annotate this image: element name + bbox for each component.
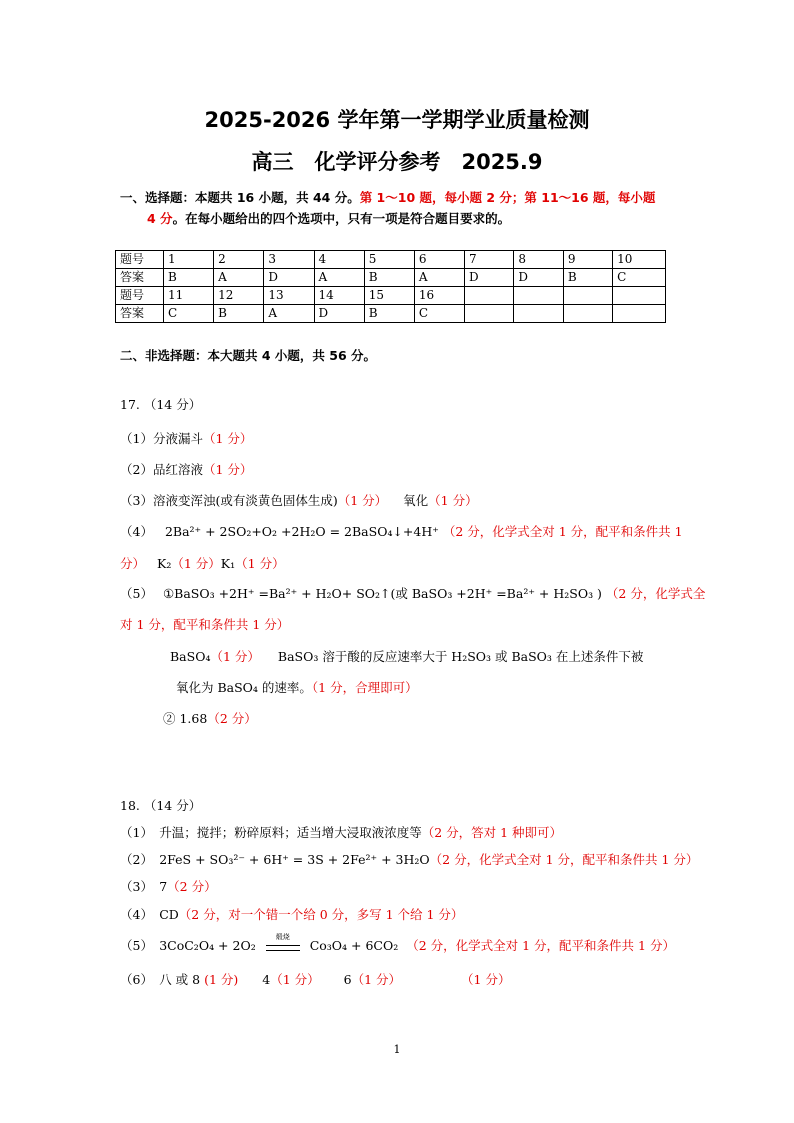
table-cell: 6 [414, 251, 464, 269]
q18-a6-value3: 6 [343, 972, 352, 987]
table-cell: B [164, 269, 214, 287]
table-row-header: 答案 [116, 269, 164, 287]
q18-a6-text: （6） 八 或 8 [120, 972, 201, 987]
q18-a5-reactants: （5） 3CoC₂O₄ + 2O₂ [120, 938, 256, 953]
doc-title: 2025-2026 学年第一学期学业质量检测 [204, 108, 590, 132]
part1-line2 [147, 209, 510, 227]
table-cell: 9 [563, 251, 612, 269]
table-cell [514, 305, 563, 323]
table-row [116, 287, 666, 305]
q17-a4-k1-score: （1 分） [235, 556, 285, 571]
q17-a5-score: （2 分，化学式全 [605, 586, 706, 601]
q17-a2 [120, 460, 252, 478]
q18-a1 [120, 823, 562, 841]
q17-a4-score: （2 分，化学式全对 1 分，配平和条件共 1 [442, 524, 683, 539]
table-cell: C [414, 305, 464, 323]
table-cell: D [264, 269, 314, 287]
q17-a5-reason-score: （1 分，合理即可） [311, 680, 418, 695]
q17-a1-text: （1）分液漏斗 [120, 431, 203, 446]
table-cell: 1 [164, 251, 214, 269]
table-cell: 7 [465, 251, 514, 269]
page-number: 1 [393, 1043, 401, 1056]
q17-heading: 17. （14 分） [120, 397, 202, 412]
table-cell [613, 305, 666, 323]
q18-a3 [120, 877, 217, 895]
q18-a6-score1: (1 分) [204, 972, 239, 987]
q17-a4-equation: 2Ba²⁺ + 2SO₂+O₂ +2H₂O = 2BaSO₄↓+4H⁺ [164, 524, 439, 539]
q17-a5-baso4-score: （1 分） [210, 649, 260, 664]
equal-bars [266, 945, 300, 951]
q17-a5-score-cont: 对 1 分，配平和条件共 1 分） [120, 617, 290, 632]
table-cell: A [214, 269, 264, 287]
q18-a6 [120, 970, 510, 988]
table-cell: A [414, 269, 464, 287]
q17-a5-cont [120, 615, 289, 633]
table-cell: 10 [613, 251, 666, 269]
table-cell: 14 [314, 287, 364, 305]
q17-a2-score: （1 分） [202, 462, 253, 477]
q17-a4-cont [120, 554, 285, 572]
table-cell [465, 287, 514, 305]
q18-a6-score2: （1 分） [270, 972, 320, 987]
q17-a5-q2 [163, 709, 257, 727]
q17-a4-k1: K₁ [220, 556, 236, 571]
part1-prefix: 一、选择题：本题共 16 小题，共 44 分。 [120, 190, 360, 205]
table-cell [613, 287, 666, 305]
q18-a4-text: （4） CD [120, 907, 179, 922]
q17-a4-k2-score: （1 分） [171, 556, 221, 571]
q17-a5-q2-value: ② 1.68 [163, 711, 208, 726]
table-cell [465, 305, 514, 323]
q17-a5-reason2: 氧化为 BaSO₄ 的速率。 [176, 680, 312, 695]
table-cell [514, 287, 563, 305]
q18-a5-products: Co₃O₄ + 6CO₂ [309, 938, 399, 953]
q18-a6-value2: 4 [262, 972, 271, 987]
part1-red: 第 1～10 题，每小题 2 分；第 11～16 题，每小题 [359, 190, 656, 205]
table-cell: A [314, 269, 364, 287]
table-cell: D [465, 269, 514, 287]
table-cell [563, 305, 612, 323]
q18-a2-score: （2 分，化学式全对 1 分，配平和条件共 1 分） [429, 852, 699, 867]
q17-a4-score-cont: 分） [120, 556, 146, 571]
q18-a6-score4: （1 分） [461, 972, 511, 987]
q18-a3-text: （3） 7 [120, 879, 168, 894]
table-row-header: 答案 [116, 305, 164, 323]
table-row [116, 251, 666, 269]
q17-a3-score1: （1 分） [337, 493, 388, 508]
q17-a5-equation: ①BaSO₃ +2H⁺ =Ba²⁺ + H₂O+ SO₂↑(或 BaSO₃ +2H⁺ =Ba²⁺ + H₂SO₃ ) [162, 586, 602, 601]
table-cell: 4 [314, 251, 364, 269]
q17-a5-baso4: BaSO₄ [170, 649, 211, 664]
q17-a5-reason-line2 [176, 678, 418, 696]
q17-a3-mid: 氧化 [403, 493, 429, 508]
table-cell: 5 [364, 251, 414, 269]
q18-heading: 18. （14 分） [120, 798, 202, 813]
table-cell: C [164, 305, 214, 323]
table-cell: 2 [214, 251, 264, 269]
q18-a5-score: （2 分，化学式全对 1 分，配平和条件共 1 分） [406, 938, 675, 953]
table-cell: C [613, 269, 666, 287]
table-row [116, 305, 666, 323]
q18-a5 [120, 932, 675, 954]
q17-a5 [120, 584, 705, 602]
table-row-header: 题号 [116, 251, 164, 269]
q17-a3 [120, 491, 478, 509]
table-cell: D [314, 305, 364, 323]
q18-a2 [120, 850, 698, 868]
answer-table [115, 250, 666, 323]
q17-a5-q2-score: （2 分） [207, 711, 257, 726]
table-cell: 12 [214, 287, 264, 305]
q18-a3-score: （2 分） [167, 879, 217, 894]
q17-a3-score2: （1 分） [428, 493, 478, 508]
q18-a2-text: （2） 2FeS + SO₃²⁻ + 6H⁺ = 3S + 2Fe²⁺ + 3H₂O [120, 852, 430, 867]
table-cell: 13 [264, 287, 314, 305]
part2-heading: 二、非选择题：本大题共 4 小题，共 56 分。 [120, 348, 377, 363]
part1-line2-black: 。在每小题给出的四个选项中，只有一项是符合题目要求的。 [172, 211, 511, 226]
doc-subtitle: 高三 化学评分参考 2025.9 [251, 150, 543, 174]
q17-a4 [120, 522, 683, 540]
table-row-header: 题号 [116, 287, 164, 305]
table-cell: B [364, 305, 414, 323]
q17-a4-label: （4） [120, 524, 153, 539]
table-cell: D [514, 269, 563, 287]
q17-a1-score: （1 分） [202, 431, 253, 446]
q17-a1 [120, 429, 252, 447]
q17-a4-k2: K₂ [157, 556, 172, 571]
q18-a1-text: （1） 升温；搅拌；粉碎原料；适当增大浸取液浓度等 [120, 825, 422, 840]
q17-a5-reason [170, 647, 643, 665]
table-cell: A [264, 305, 314, 323]
q17-a2-text: （2）品红溶液 [120, 462, 203, 477]
table-row [116, 269, 666, 287]
q17-a3-text: （3）溶液变浑浊(或有淡黄色固体生成) [120, 493, 338, 508]
reaction-condition: 煅烧 [275, 932, 290, 941]
table-cell: B [214, 305, 264, 323]
part1-line2-red: 4 分 [147, 211, 173, 226]
q17-a5-reason1: BaSO₃ 溶于酸的反应速率大于 H₂SO₃ 或 BaSO₃ 在上述条件下被 [277, 649, 644, 664]
table-cell: 3 [264, 251, 314, 269]
table-cell: 16 [414, 287, 464, 305]
table-cell: 15 [364, 287, 414, 305]
q18-a1-score: （2 分，答对 1 种即可） [421, 825, 563, 840]
table-cell [563, 287, 612, 305]
table-cell: B [364, 269, 414, 287]
table-cell: 11 [164, 287, 214, 305]
table-cell: 8 [514, 251, 563, 269]
q18-a4 [120, 905, 463, 923]
q17-a5-label: （5） [120, 586, 153, 601]
table-cell: B [563, 269, 612, 287]
q18-a6-score3: （1 分） [351, 972, 402, 987]
part1-line1 [120, 188, 655, 206]
reaction-arrow [266, 932, 300, 954]
q18-a4-score: （2 分，对一个错一个给 0 分，多写 1 个给 1 分） [178, 907, 464, 922]
